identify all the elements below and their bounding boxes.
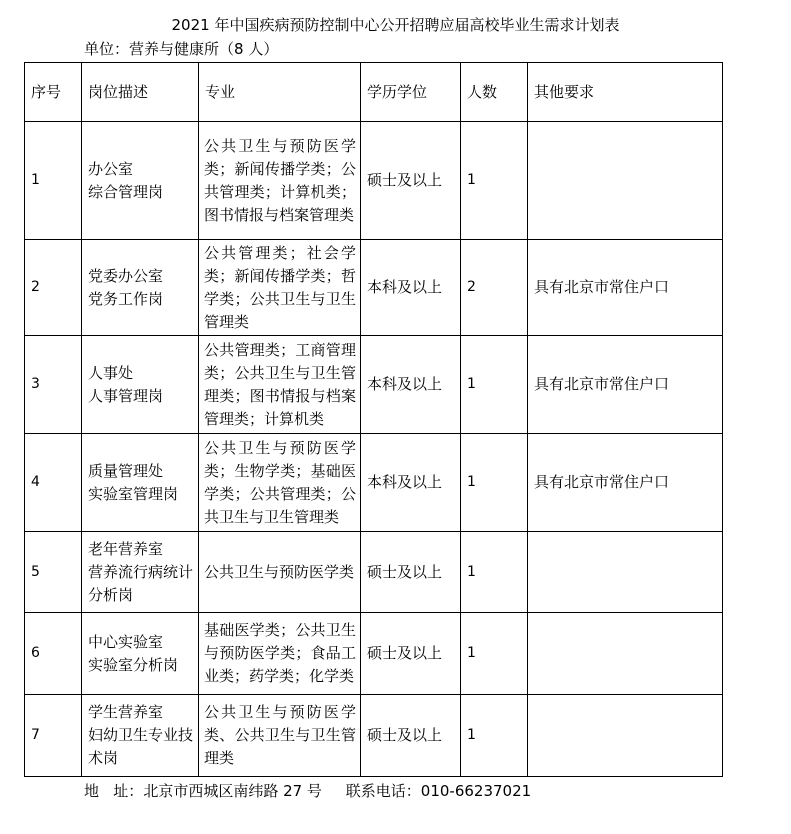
header-no: 序号 [25,63,82,122]
row-post: 党务工作岗 [88,289,164,308]
address-label: 地 址： [84,782,144,800]
row-no: 6 [25,613,82,695]
row-other: 具有北京市常住户口 [528,434,723,532]
row-major: 公共管理类；社会学类；新闻传播学类；哲学类；公共卫生与卫生管理类 [199,240,361,336]
row-no: 7 [25,695,82,777]
phone-label: 联系电话： [345,782,421,800]
table-row [25,240,723,336]
row-major: 公共卫生与预防医学类 [199,532,361,613]
table-row [25,336,723,434]
table-row [25,122,723,240]
row-dept: 老年营养室 [88,539,164,558]
row-degree: 硕士及以上 [361,532,461,613]
row-degree: 硕士及以上 [361,695,461,777]
row-dept: 中心实验室 [88,632,164,651]
row-post: 妇幼卫生专业技术岗 [88,726,194,767]
row-no: 2 [25,240,82,336]
recruitment-table [24,62,723,777]
row-other: 具有北京市常住户口 [528,240,723,336]
row-post: 实验室管理岗 [88,484,179,503]
row-other [528,122,723,240]
row-major: 公共卫生与预防医学类；生物学类；基础医学类；公共管理类；公共卫生与卫生管理类 [199,434,361,532]
row-major: 公共卫生与预防医学类、公共卫生与卫生管理类 [199,695,361,777]
row-degree: 本科及以上 [361,336,461,434]
unit-line: 单位：营养与健康所（8 人） [84,40,279,58]
row-other [528,613,723,695]
row-other [528,532,723,613]
row-count: 1 [461,122,528,240]
row-major: 公共管理类；工商管理类；公共卫生与卫生管理类；图书情报与档案管理类；计算机类 [199,336,361,434]
row-no: 4 [25,434,82,532]
row-degree: 硕士及以上 [361,613,461,695]
row-post: 人事管理岗 [88,386,164,405]
row-other: 具有北京市常住户口 [528,336,723,434]
row-position [82,434,199,532]
row-count: 1 [461,532,528,613]
contact-footer [84,780,531,801]
header-major: 专业 [199,63,361,122]
page-title: 2021 年中国疾病预防控制中心公开招聘应届高校毕业生需求计划表 [171,16,620,34]
row-dept: 质量管理处 [88,461,164,480]
row-count: 1 [461,695,528,777]
table-row [25,695,723,777]
phone-value: 010-66237021 [420,782,532,800]
header-position: 岗位描述 [82,63,199,122]
row-degree: 本科及以上 [361,240,461,336]
row-count: 1 [461,336,528,434]
row-no: 3 [25,336,82,434]
row-other [528,695,723,777]
row-dept: 学生营养室 [88,703,164,721]
table-row [25,613,723,695]
row-position [82,336,199,434]
row-position [82,122,199,240]
row-position [82,240,199,336]
row-no: 5 [25,532,82,613]
row-count: 2 [461,240,528,336]
header-count: 人数 [461,63,528,122]
row-post: 营养流行病统计分析岗 [88,562,194,604]
table-row [25,434,723,532]
row-dept: 人事处 [88,363,134,382]
header-other: 其他要求 [528,63,723,122]
row-dept: 办公室 [88,159,134,178]
row-degree: 硕士及以上 [361,122,461,240]
row-position [82,613,199,695]
row-major: 基础医学类；公共卫生与预防医学类；食品工业类；药学类；化学类 [199,613,361,695]
row-position [82,695,199,777]
address-value: 北京市西城区南纬路 27 号 [143,782,322,800]
table-header-row [25,63,723,122]
row-no: 1 [25,122,82,240]
row-degree: 本科及以上 [361,434,461,532]
table-row [25,532,723,613]
row-position [82,532,199,613]
row-major: 公共卫生与预防医学类；新闻传播学类；公共管理类；计算机类；图书情报与档案管理类 [199,122,361,240]
header-degree: 学历学位 [361,63,461,122]
row-dept: 党委办公室 [88,266,164,285]
row-post: 实验室分析岗 [88,655,179,674]
row-post: 综合管理岗 [88,182,164,201]
row-count: 1 [461,434,528,532]
row-count: 1 [461,613,528,695]
